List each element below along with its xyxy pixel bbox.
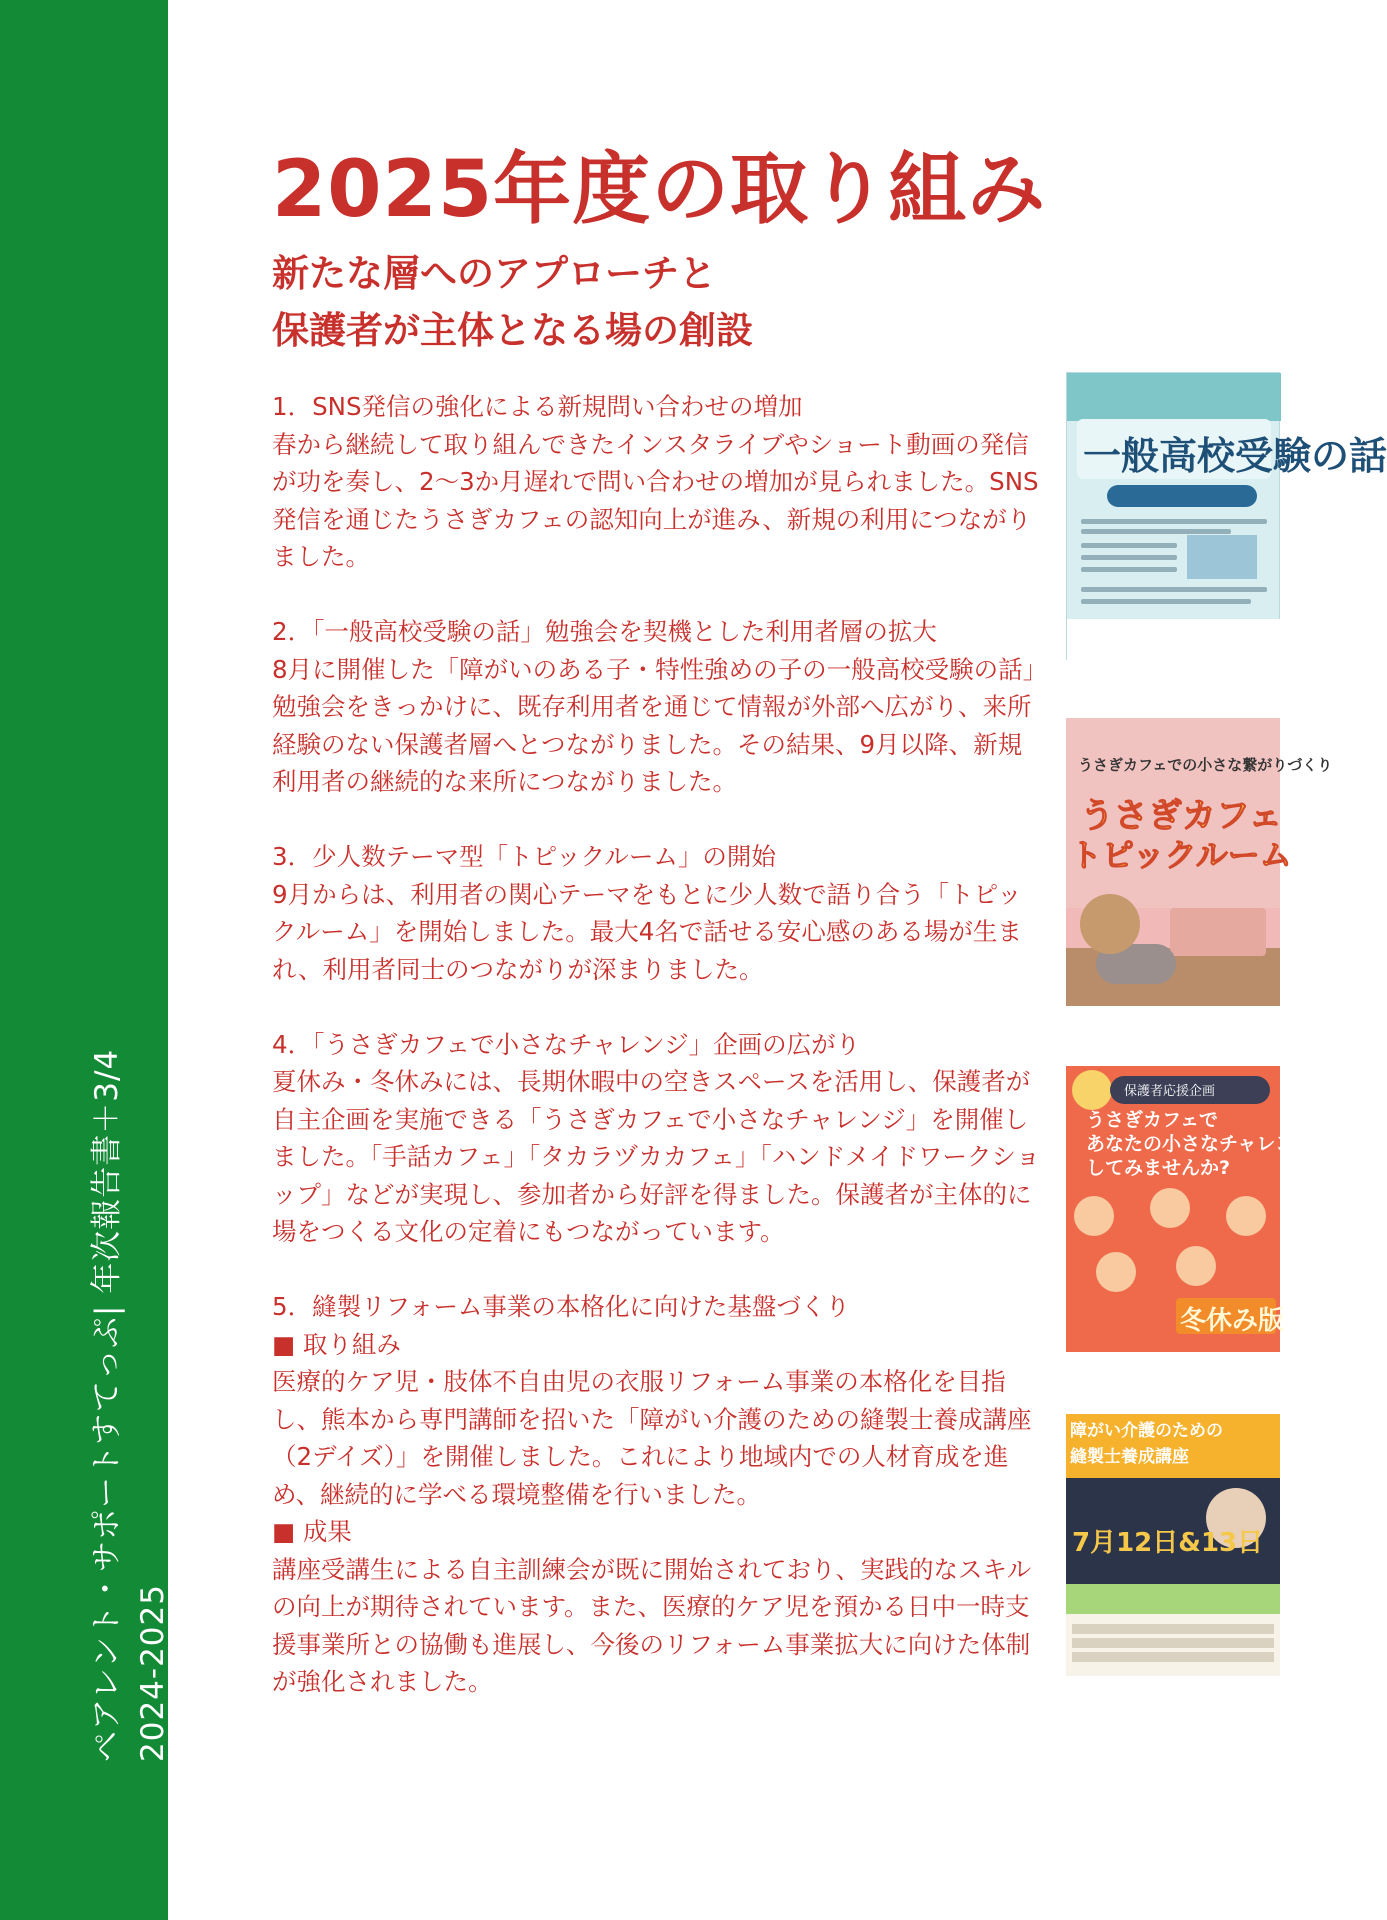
section-heading: 1．SNS発信の強化による新規問い合わせの増加 xyxy=(272,392,803,421)
flyer-title-text: 一般高校受験の話 xyxy=(1083,434,1387,478)
section-topic-room xyxy=(272,838,1044,988)
sidebar-report-title: ペアレント・サポートすてっぷ| 年次報告書＋3/4 xyxy=(89,1048,125,1762)
page-title: 2025年度の取り組み xyxy=(272,145,1047,235)
flyer-footer xyxy=(1067,619,1281,661)
page-subtitle xyxy=(272,245,753,359)
subtitle-line-2: 保護者が主体となる場の創設 xyxy=(272,309,753,352)
flyer-text-line xyxy=(1081,543,1177,548)
sidebar-footer-text xyxy=(84,1049,176,1762)
section-housei xyxy=(272,1288,1044,1701)
section-body: 9月からは、利用者の関心テーマをもとに少人数で語り合う「トピックルーム」を開始しました。最大4名で話せる安心感のある場が生まれ、利用者同士のつながりが深まりました。 xyxy=(272,879,1022,984)
topic-room-flyer xyxy=(1066,718,1333,1006)
chiisana-challenge-flyer xyxy=(1066,1066,1313,1352)
flyer-title-line-2: トピックルーム xyxy=(1070,836,1292,874)
section-sns xyxy=(272,388,1044,576)
flyer-tag-text: 冬休み版 xyxy=(1180,1306,1285,1336)
section-body: 夏休み・冬休みには、長期休暇中の空きスペースを活用し、保護者が自主企画を実施できる「うさぎカフェで小さなチャレンジ」を開催しました。「手話カフェ」「タカラヅカカフェ」「ハンドメイドワークショップ」などが実現し、参加者から好評を得ました。保護者が主体的に場をつくる文化の定着にもつながっています。 xyxy=(272,1067,1041,1246)
flyer-info-row xyxy=(1072,1624,1274,1634)
flyer-text-line xyxy=(1081,599,1251,604)
section-body: 講座受講生による自主訓練会が既に開始されており、実践的なスキルの向上が期待されています。また、医療的ケア児を預かる日中一時支援事業所との協働も進展し、今後のリフォーム事業拡大に向けた体制が強化されました。 xyxy=(272,1554,1032,1696)
rabbit-logo-icon xyxy=(1072,1070,1112,1110)
section-heading: 2．「一般高校受験の話」勉強会を契機とした利用者層の拡大 xyxy=(272,617,937,646)
section-body: 8月に開催した「障がいのある子・特性強めの子の一般高校受験の話」勉強会をきっかけに、既存利用者を通じて情報が外部へ広がり、来所経験のない保護者層へとつながりました。その結果、9月以降、新規利用者の継続的な来所につながりました。 xyxy=(272,654,1035,796)
flyer-date-bar xyxy=(1107,485,1257,507)
teddy-bear-image xyxy=(1080,894,1140,954)
section-challenge xyxy=(272,1026,1044,1251)
section-heading: 4．「うさぎカフェで小さなチャレンジ」企画の広がり xyxy=(272,1029,861,1059)
flyer-header-text: 保護者応援企画 xyxy=(1124,1084,1216,1099)
section-subheading-torikumi: ■ 取り組み xyxy=(272,1329,401,1359)
section-body: 医療的ケア児・肢体不自由児の衣服リフォーム事業の本格化を目指し、熊本から専門講師を招いた「障がい介護のための縫製士養成講座（2デイズ）」を開催しました。これにより地域内での人材育成を進め、継続的に学べる環境整備を行いました。 xyxy=(272,1367,1032,1509)
person-illustration xyxy=(1176,1246,1216,1286)
flyer-table-image xyxy=(1170,908,1266,956)
flyer-text-line xyxy=(1081,519,1267,524)
flyer-title-text: うさぎカフェで あなたの小さなチャレンジ してみませんか? xyxy=(1086,1109,1313,1179)
section-subheading-seika: ■ 成果 xyxy=(272,1517,352,1546)
section-heading: 3．少人数テーマ型「トピックルーム」の開始 xyxy=(272,842,776,871)
sidebar-year: 2024-2025 xyxy=(135,1584,171,1762)
person-illustration xyxy=(1226,1196,1266,1236)
person-illustration xyxy=(1150,1188,1190,1228)
subtitle-line-1: 新たな層へのアプローチと xyxy=(272,252,716,295)
flyer-text-line xyxy=(1081,555,1177,560)
main-content xyxy=(272,388,1044,1738)
flyer-info-row xyxy=(1072,1652,1274,1662)
flyer-green-band xyxy=(1066,1584,1280,1614)
person-illustration xyxy=(1096,1252,1136,1292)
section-koukou-juken xyxy=(272,613,1044,801)
flyer-header-band xyxy=(1067,373,1281,421)
housei-koza-flyer xyxy=(1066,1414,1280,1702)
person-illustration xyxy=(1074,1196,1114,1236)
flyer-text-line xyxy=(1081,529,1231,534)
flyer-title-text: 障がい介護のための 縫製士養成講座 xyxy=(1070,1421,1223,1467)
section-heading: 5．縫製リフォーム事業の本格化に向けた基盤づくり xyxy=(272,1292,850,1321)
section-body: 春から継続して取り組んできたインスタライブやショート動画の発信が功を奏し、2〜3か月遅れで問い合わせの増加が見られました。SNS発信を通じたうさぎカフェの認知向上が進み、新規の利用につながりました。 xyxy=(272,429,1039,571)
flyer-text-line xyxy=(1081,587,1267,592)
flyer-text-line xyxy=(1081,567,1177,572)
flyer-arc-text: うさぎカフェでの小さな繋がりづくり xyxy=(1078,756,1333,774)
flyer-dates: 7月12日&13日 xyxy=(1072,1528,1264,1558)
flyer-info-row xyxy=(1072,1638,1274,1648)
flyer-footer xyxy=(1066,1676,1280,1702)
sidebar xyxy=(0,0,171,1920)
koukou-juken-flyer xyxy=(1066,372,1387,660)
flyer-photo xyxy=(1187,535,1257,579)
flyer-title-line-1: うさぎカフェ xyxy=(1080,796,1283,836)
